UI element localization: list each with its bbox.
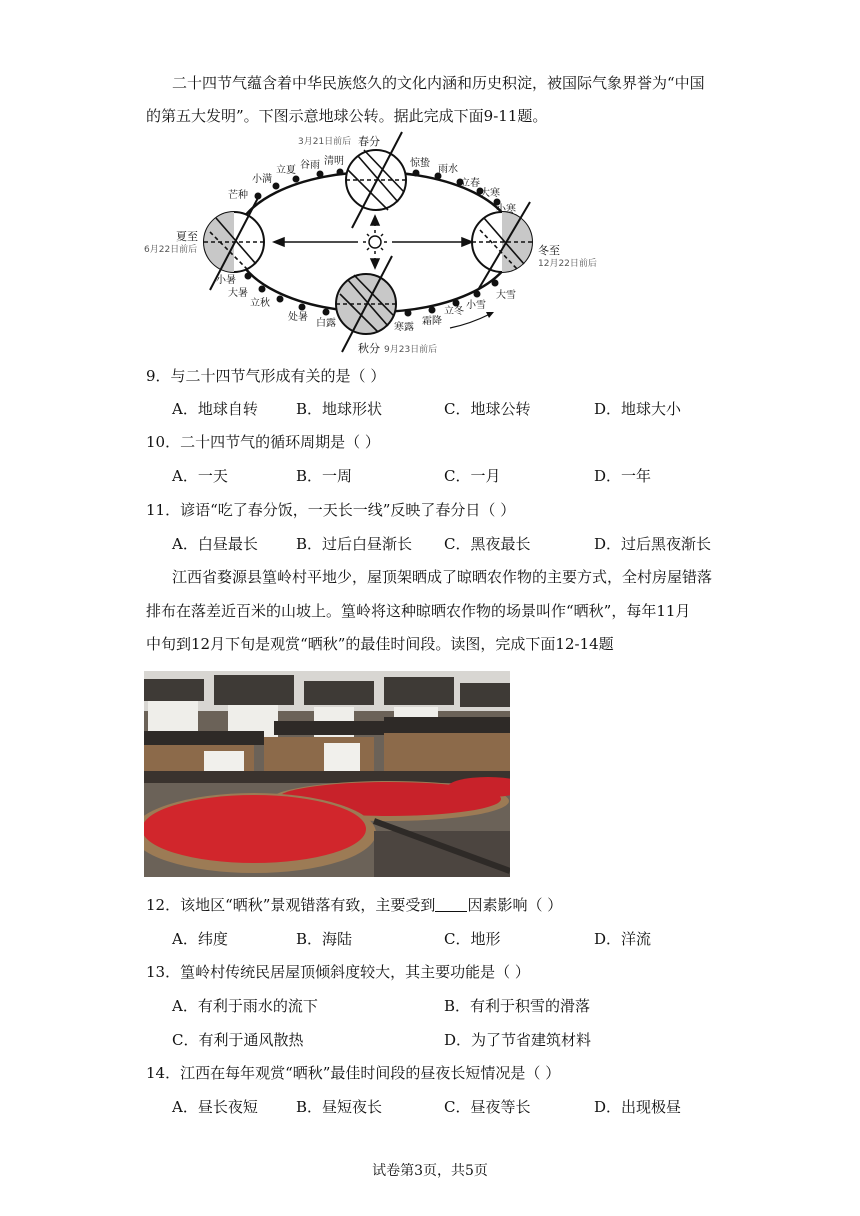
q9-stem: 9．与二十四节气形成有关的是（ ） (146, 367, 386, 385)
q10-option-a[interactable]: A．一天 (172, 467, 228, 485)
spring-label: 春分 (358, 135, 380, 148)
q13-option-b[interactable]: B．有利于积雪的滑落 (444, 997, 591, 1015)
earth-winter (472, 202, 532, 290)
q10-option-c[interactable]: C．一月 (444, 467, 501, 485)
q12-blank (435, 897, 467, 912)
term-label: 小寒 (496, 204, 516, 215)
q11-option-d[interactable]: D．过后黑夜渐长 (594, 535, 712, 553)
q12-stem (146, 895, 562, 915)
term-label: 立春 (460, 178, 480, 189)
q14-option-a[interactable]: A．昼长夜短 (172, 1098, 258, 1116)
q9-option-b[interactable]: B．地球形状 (296, 400, 383, 418)
term-label: 大寒 (480, 188, 500, 199)
q13-option-a[interactable]: A．有利于雨水的流下 (172, 997, 318, 1015)
q13-option-d[interactable]: D．为了节省建筑材料 (444, 1031, 592, 1049)
term-label: 寒露 (394, 322, 414, 333)
term-label: 大暑 (228, 288, 248, 299)
earth-autumn (336, 256, 396, 352)
q10-option-d[interactable]: D．一年 (594, 467, 652, 485)
term-label: 处暑 (288, 312, 308, 323)
term-label: 立冬 (444, 306, 464, 317)
term-label: 小满 (252, 174, 272, 185)
q9-option-d[interactable]: D．地球大小 (594, 400, 682, 418)
term-label: 霜降 (422, 316, 442, 327)
term-label: 小雪 (466, 300, 486, 311)
term-label: 立夏 (276, 165, 296, 176)
term-label: 清明 (324, 156, 344, 167)
q12-option-b[interactable]: B．海陆 (296, 930, 353, 948)
term-label: 芒种 (228, 190, 248, 201)
q10-option-b[interactable]: B．一周 (296, 467, 353, 485)
q10-stem: 10．二十四节气的循环周期是（ ） (146, 433, 380, 451)
intro2-line1: 江西省婺源县篁岭村平地少，屋顶架晒成了晾晒农作物的主要方式，全村房屋错落 (172, 568, 713, 586)
autumn-label: 秋分 (358, 342, 380, 355)
page-footer: 试卷第3页，共5页 (372, 1163, 488, 1179)
intro2-line3: 中旬到12月下旬是观赏“晒秋”的最佳时间段。读图，完成下面12-14题 (146, 635, 614, 653)
term-label: 惊蛰 (410, 158, 430, 169)
q12-stem-part1: 12．该地区“晒秋”景观错落有致，主要受到 (146, 896, 436, 914)
autumn-date: 9月23日前后 (384, 345, 438, 355)
q11-option-c[interactable]: C．黑夜最长 (444, 535, 531, 553)
q12-stem-part2: 因素影响（ ） (467, 896, 563, 914)
term-label: 大雪 (496, 290, 516, 301)
q9-option-c[interactable]: C．地球公转 (444, 400, 531, 418)
summer-date: 6月22日前后 (144, 245, 198, 255)
village-drying-photo (144, 671, 510, 877)
intro2-line2: 排布在落差近百米的山坡上。篁岭将这种晾晒农作物的场景叫作“晒秋”，每年11月 (146, 602, 691, 620)
q12-option-a[interactable]: A．纬度 (172, 930, 228, 948)
sun-icon (363, 230, 387, 254)
q11-option-b[interactable]: B．过后白昼渐长 (296, 535, 413, 553)
spring-date: 3月21日前后 (298, 137, 352, 147)
q14-stem: 14．江西在每年观赏“晒秋”最佳时间段的昼夜长短情况是（ ） (146, 1064, 561, 1082)
q12-option-c[interactable]: C．地形 (444, 930, 501, 948)
sun-arrows (274, 216, 472, 268)
summer-label: 夏至 (176, 230, 198, 243)
term-label: 雨水 (438, 164, 458, 175)
intro1-line2: 的第五大发明”。下图示意地球公转。据此完成下面9-11题。 (146, 107, 548, 125)
q11-option-a[interactable]: A．白昼最长 (172, 535, 258, 553)
term-label: 白露 (316, 318, 336, 329)
q14-option-d[interactable]: D．出现极昼 (594, 1098, 682, 1116)
term-label: 小暑 (216, 275, 236, 286)
intro1-line1: 二十四节气蕴含着中华民族悠久的文化内涵和历史积淀，被国际气象界誉为“中国 (172, 74, 705, 92)
term-label: 立秋 (250, 298, 270, 309)
q12-option-d[interactable]: D．洋流 (594, 930, 652, 948)
q11-stem: 11．谚语“吃了春分饭，一天长一线”反映了春分日（ ） (146, 501, 516, 519)
earth-orbit-diagram (140, 130, 610, 360)
winter-label: 冬至 (538, 244, 560, 257)
q9-option-a[interactable]: A．地球自转 (172, 400, 258, 418)
winter-date: 12月22日前后 (538, 259, 597, 269)
q14-option-c[interactable]: C．昼夜等长 (444, 1098, 531, 1116)
q14-option-b[interactable]: B．昼短夜长 (296, 1098, 383, 1116)
q13-stem: 13．篁岭村传统民居屋顶倾斜度较大，其主要功能是（ ） (146, 963, 530, 981)
term-label: 谷雨 (300, 160, 320, 171)
q13-option-c[interactable]: C．有利于通风散热 (172, 1031, 304, 1049)
